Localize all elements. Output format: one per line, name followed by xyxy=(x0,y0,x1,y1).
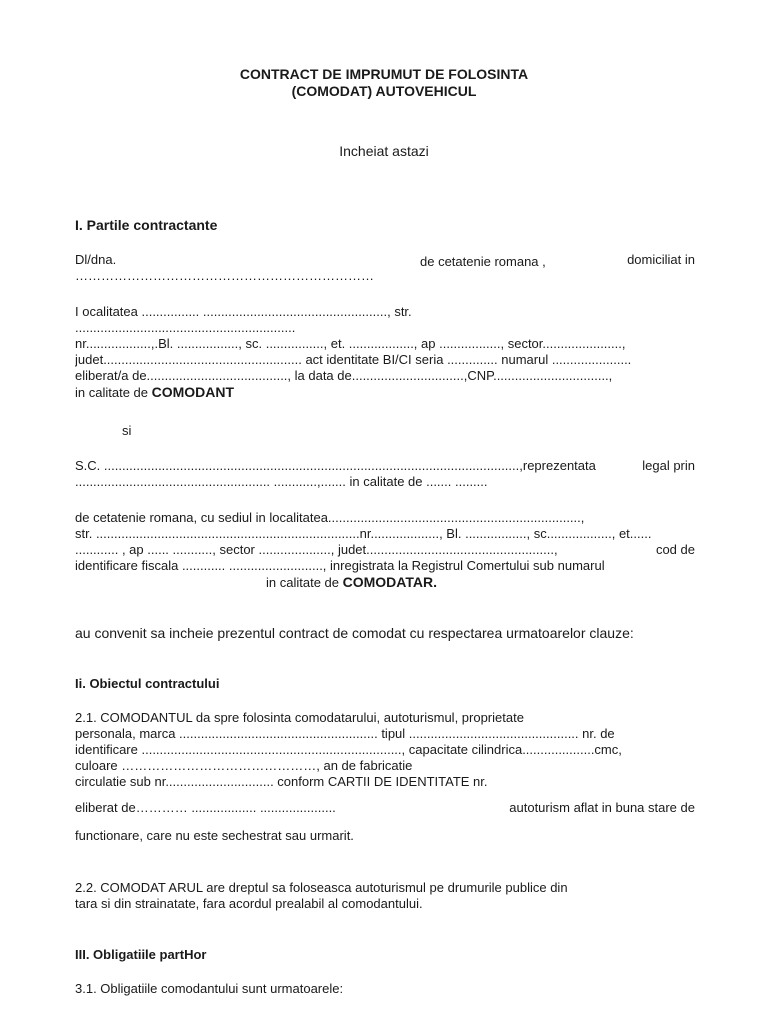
comodant-name-label: Dl/dna. xyxy=(75,252,117,267)
comodant-domicile-label: domiciliat in xyxy=(627,252,695,267)
contract-title xyxy=(0,66,768,100)
clause-2-1-line-6 xyxy=(75,800,695,816)
clause-2-1-line-4: culoare ………………………………………, an de fabricatie xyxy=(75,758,413,773)
comodant-line-1 xyxy=(75,252,695,268)
comodant-locality: I ocalitatea ................ ..................................................., str. xyxy=(75,304,412,319)
comodant-id-document: judet....................................................... act identitate BI/CI seria .............. numarul ...................... xyxy=(75,352,632,367)
comodatar-legal-rep: legal prin xyxy=(642,458,695,473)
concluded-line: Incheiat astazi xyxy=(339,143,429,159)
clause-2-1 xyxy=(75,710,695,844)
comodatar-code-label: cod de xyxy=(655,542,695,557)
comodant-line-4: ............................................................. xyxy=(75,320,296,335)
comodatar-block xyxy=(75,458,695,591)
comodant-role-line xyxy=(75,384,695,401)
comodatar-headquarters: de cetatenie romana, cu sediul in localitatea......................................................................, xyxy=(75,510,585,525)
section-3-heading: III. Obligatiile partHor xyxy=(75,947,207,962)
comodant-issued-by: eliberat/a de......................................., la data de...............................,CNP................................, xyxy=(75,368,613,383)
clause-2-1-line-2: personala, marca ....................................................... tipul ............................................... nr. de xyxy=(75,726,615,741)
comodatar-role-prefix: in calitate de xyxy=(266,575,339,590)
comodant-citizenship: de cetatenie romana , xyxy=(420,254,546,268)
comodatar-role: COMODATAR. xyxy=(342,574,437,590)
section-1-heading: I. Partile contractante xyxy=(75,217,218,233)
comodant-role-prefix: in calitate de xyxy=(75,385,148,400)
clause-2-1-line-7: functionare, care nu este sechestrat sau urmarit. xyxy=(75,828,354,843)
clause-2-2 xyxy=(75,880,695,912)
title-line-1: CONTRACT DE IMPRUMUT DE FOLOSINTA xyxy=(239,66,529,82)
section-2-heading: Ii. Obiectul contractului xyxy=(75,676,220,691)
comodatar-role-line xyxy=(75,574,695,591)
clause-2-1-line-5: circulatie sub nr.............................. conform CARTII DE IDENTITATE nr. xyxy=(75,774,488,789)
clause-2-1-condition: autoturism aflat in buna stare de xyxy=(509,800,695,815)
comodant-role: COMODANT xyxy=(151,384,235,400)
comodant-address: nr..................,.Bl. ................., sc. ................, et. .................., ap ................., sector......................, xyxy=(75,336,626,351)
and-word: si xyxy=(122,423,132,438)
title-line-2: (COMODAT) AUTOVEHICUL xyxy=(291,83,477,99)
comodant-line-2: …………………………………………………………… xyxy=(75,268,374,283)
clause-2-1-issued-by: eliberat de………… .................. ..................... xyxy=(75,800,336,815)
agreement-sentence: au convenit sa incheie prezentul contract de comodat cu respectarea urmatoarelor clauze: xyxy=(75,625,634,641)
clause-2-1-line-1: 2.1. COMODANTUL da spre folosinta comodatarului, autoturismul, proprietate xyxy=(75,710,524,725)
clause-3-1: 3.1. Obligatiile comodantului sunt urmatoarele: xyxy=(75,981,344,996)
comodatar-fiscal-id: identificare fiscala ............ .........................., inregistrata la Registrul Comertului sub numarul xyxy=(75,558,605,573)
clause-2-2-line-1: 2.2. COMODAT ARUL are dreptul sa foloseasca autoturismul pe drumurile publice din xyxy=(75,880,568,895)
comodatar-line-5 xyxy=(75,542,695,558)
comodant-block xyxy=(75,252,695,401)
comodatar-street: str. .........................................................................nr..................., Bl. ................., sc.................., et...... xyxy=(75,526,652,541)
comodatar-line-1 xyxy=(75,458,695,474)
comodatar-company: S.C. ...................................................................................................................,reprezentata xyxy=(75,458,596,473)
clause-2-2-line-2: tara si din strainatate, fara acordul prealabil al comodantului. xyxy=(75,896,423,911)
comodatar-line-2: ...................................................... ............,....... in calitate de ....... ......... xyxy=(75,474,488,489)
comodatar-sector-county: ............ , ap ...... ..........., sector ...................., judet...................................................., xyxy=(75,542,558,557)
clause-2-1-line-3: identificare ........................................................................, capacitate cilindrica....................cmc, xyxy=(75,742,622,757)
